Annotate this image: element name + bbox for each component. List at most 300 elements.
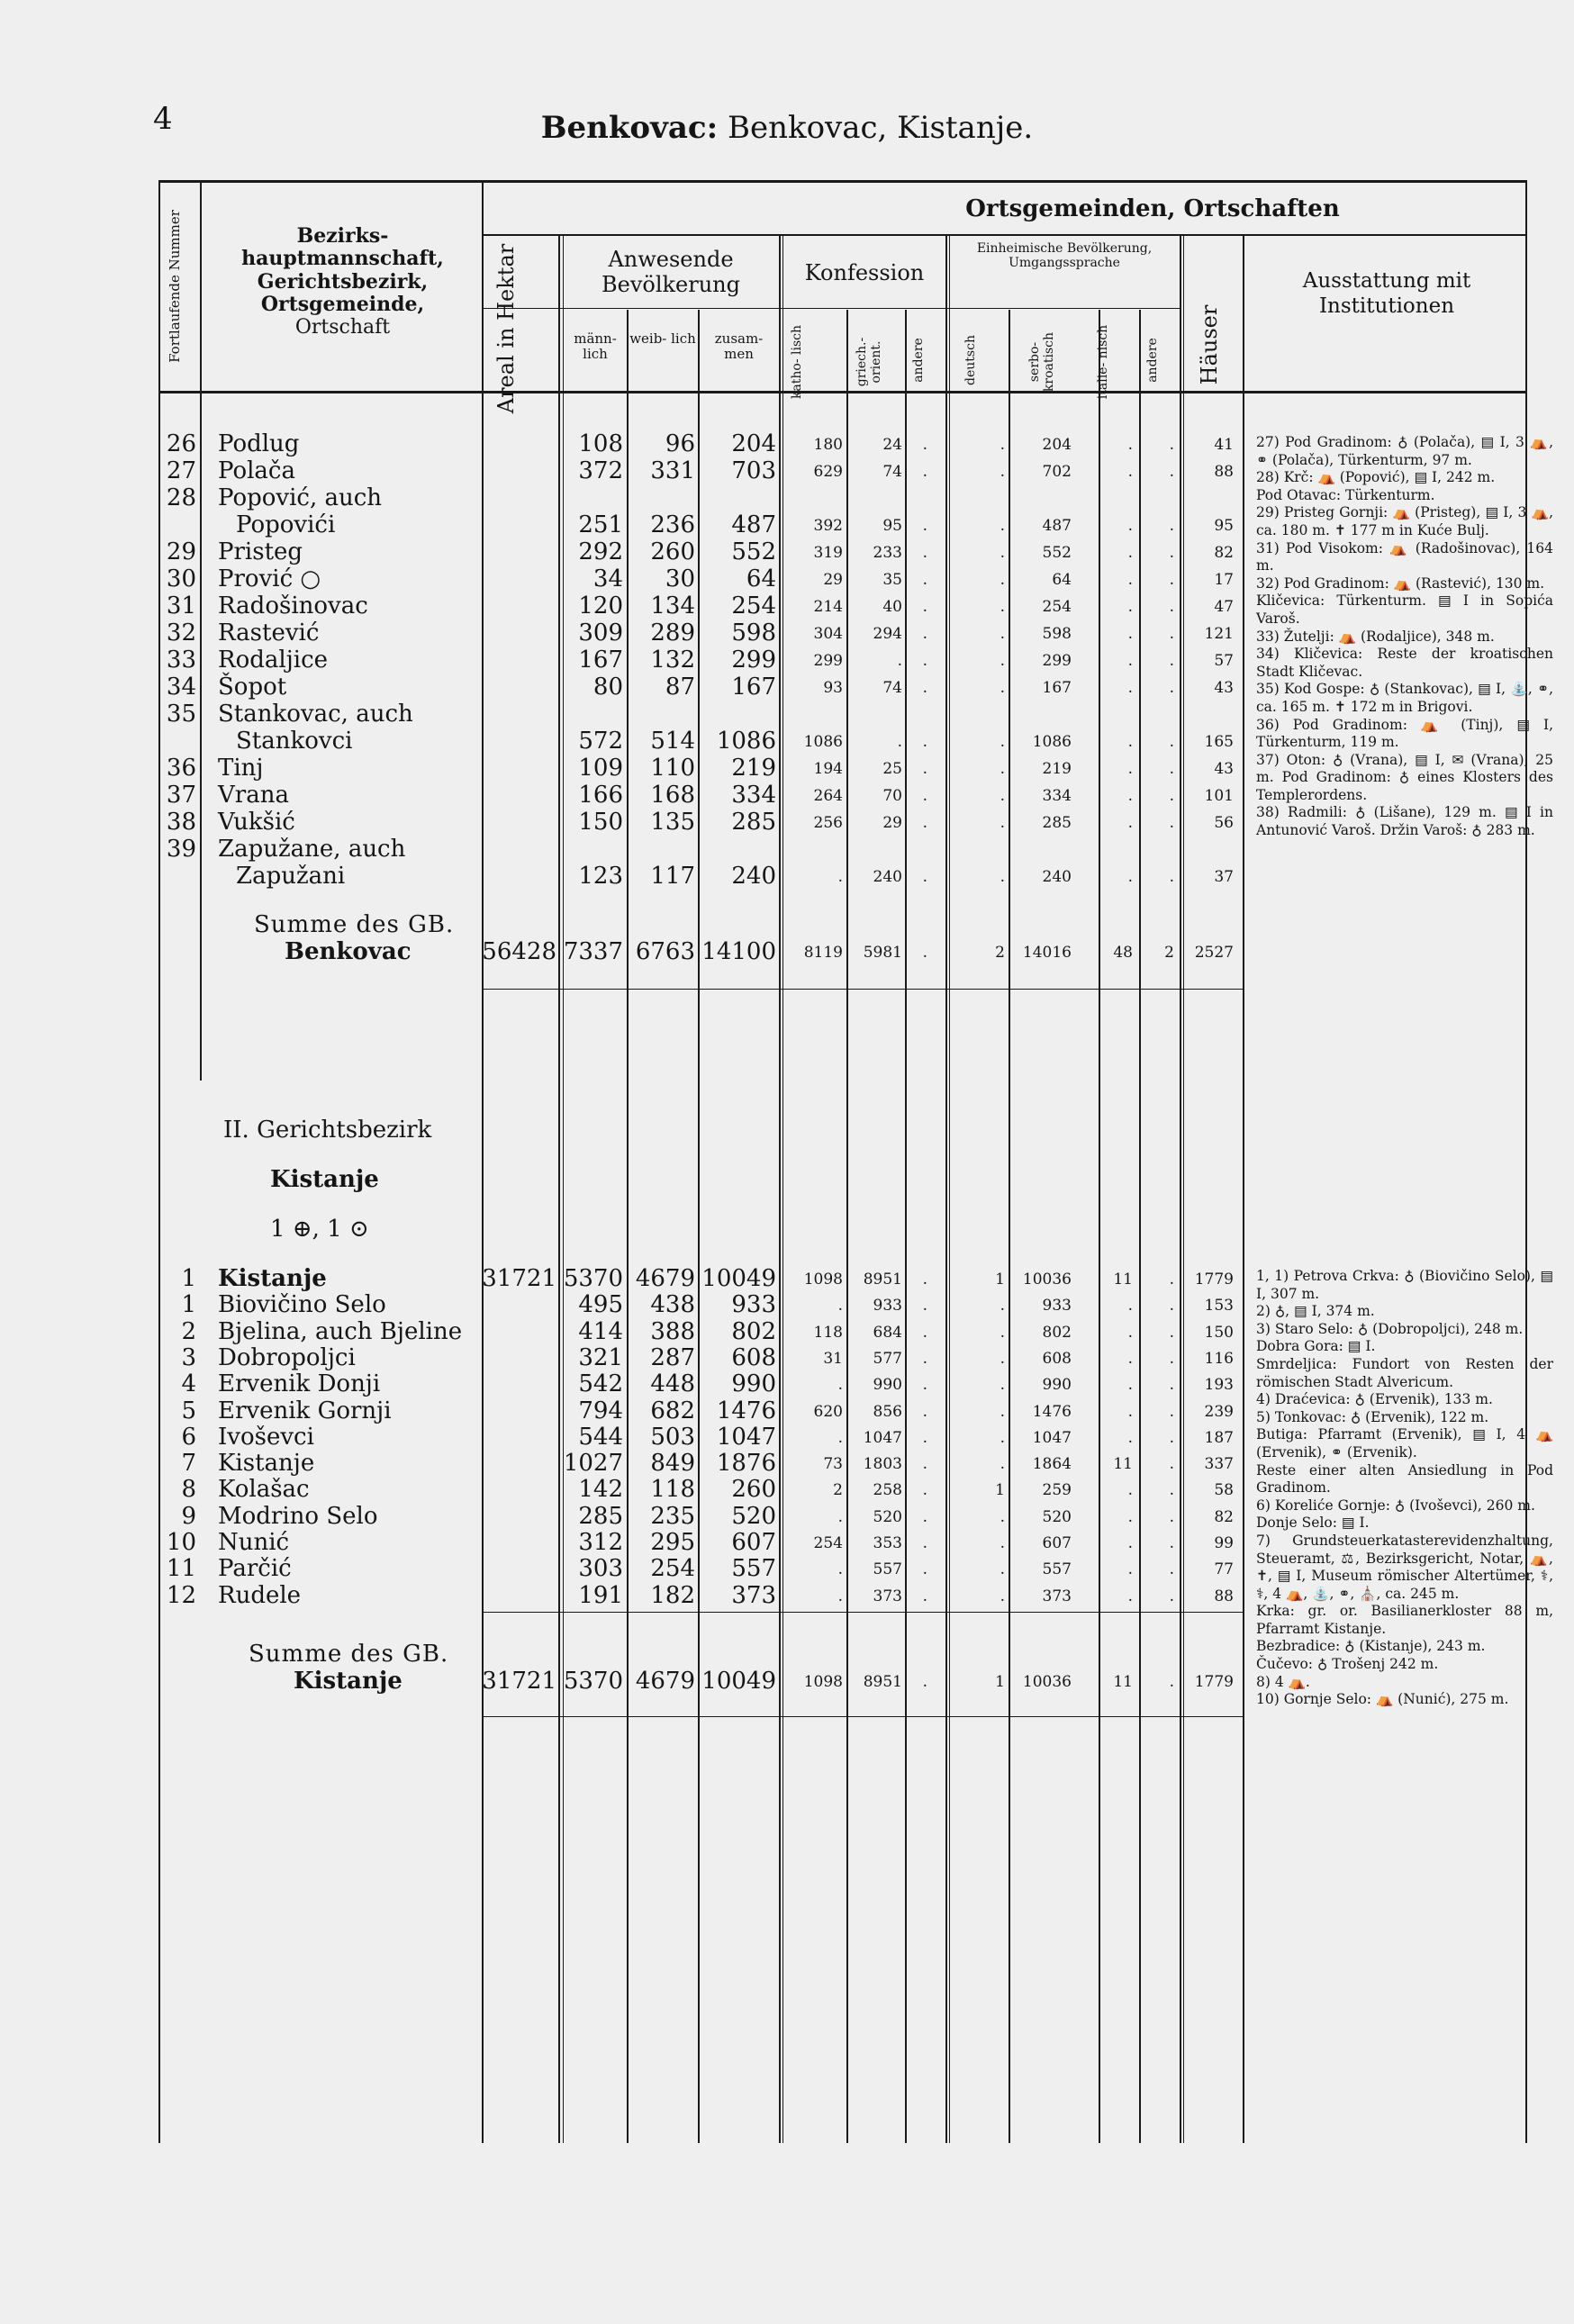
ortschaft-name: Popović, auch — [218, 484, 383, 511]
sum-district: Benkovac — [285, 938, 412, 965]
cell-griech: 95 — [882, 517, 902, 535]
sum-griech: 5981 — [863, 944, 902, 962]
cell-haeuser: 82 — [1214, 1507, 1234, 1526]
cell-m: 150 — [578, 809, 623, 836]
row-number: 9 — [181, 1502, 196, 1530]
cell-haeuser: 187 — [1204, 1428, 1234, 1447]
cell-griech: 74 — [882, 463, 902, 481]
cell-haeuser: 88 — [1214, 1587, 1234, 1605]
cell-serbo: 219 — [1042, 760, 1072, 778]
cell-w: 295 — [650, 1529, 695, 1556]
cell-ital: . — [1127, 571, 1133, 589]
cell-z: 598 — [731, 619, 776, 647]
cell-kath: 392 — [813, 517, 843, 535]
cell-m: 34 — [593, 565, 623, 592]
cell-z: 933 — [731, 1291, 776, 1319]
institution-entry: 36) Pod Gradinom: ⛺ (Tinj), ▤ I, Türkenturm, 119 m. — [1256, 716, 1553, 751]
ausstattung-header: Ausstattung mit Institutionen — [1302, 269, 1471, 318]
cell-haeuser: 101 — [1204, 787, 1234, 805]
row-number: 5 — [181, 1397, 196, 1424]
row-number: 27 — [166, 457, 196, 484]
institution-entry: Donje Selo: ▤ I. — [1256, 1515, 1370, 1532]
cell-haeuser: 150 — [1204, 1323, 1234, 1342]
ortschaft-name: Šopot — [218, 674, 287, 701]
cell-serbo: 299 — [1042, 652, 1072, 670]
cell-serbo: 933 — [1042, 1297, 1072, 1316]
cell-m: 372 — [578, 457, 623, 484]
cell-ital: 11 — [1113, 1455, 1133, 1474]
cell-deut: . — [1000, 1376, 1005, 1395]
cell-deut: . — [1000, 1349, 1005, 1368]
cell-and: . — [922, 463, 927, 481]
cell-and: . — [922, 1428, 927, 1447]
cell-serbo: 204 — [1042, 436, 1072, 454]
institutions-kistanje — [1256, 1268, 1553, 1709]
row-number: 1 — [181, 1265, 196, 1292]
cell-w: 236 — [650, 511, 695, 538]
header-bottom-rule — [158, 391, 1527, 393]
cell-and2: . — [1169, 1428, 1174, 1447]
cell-w: 117 — [650, 863, 695, 890]
cell-deut: . — [1000, 733, 1005, 751]
cell-griech: 856 — [873, 1402, 902, 1421]
weiblich-header: weib- lich — [629, 330, 696, 347]
cell-ital: . — [1127, 1402, 1133, 1421]
institution-entry: 38) Radmili: ♁ (Lišane), 129 m. ▤ I in Antunović Varoš. Držin Varoš: ♁ 283 m. — [1256, 804, 1553, 839]
andere-sprache-header: andere — [1145, 338, 1160, 383]
sum-label: Summe des GB. — [254, 911, 455, 938]
row-number: 1 — [181, 1291, 196, 1319]
cell-kath: . — [837, 1297, 843, 1316]
cell-m: 285 — [578, 1502, 623, 1530]
table-top-rule — [158, 180, 1527, 183]
institution-entry: 29) Pristeg Gornji: ⛺ (Pristeg), ▤ I, 3 ⛺, ca. 180 m. ✝ 177 m in Kuće Bulj. — [1256, 504, 1553, 538]
cell-kath: . — [837, 1560, 843, 1579]
cell-w: 388 — [650, 1317, 695, 1345]
cell-and: . — [922, 1534, 927, 1552]
cell-z: 373 — [731, 1581, 776, 1609]
ortschaft-name: Tinj — [218, 755, 264, 782]
cell-and: . — [922, 1323, 927, 1342]
cell-haeuser: 95 — [1214, 517, 1234, 535]
cell-griech: 557 — [873, 1560, 902, 1579]
sum-griech: 8951 — [863, 1673, 902, 1691]
cell-kath: 1098 — [803, 1271, 843, 1289]
bezirk-header-line: Ortsgemeinde, — [260, 292, 425, 316]
cell-deut: . — [1000, 1297, 1005, 1316]
cell-and2: . — [1169, 814, 1174, 832]
cell-and2: . — [1169, 760, 1174, 778]
cell-m: 794 — [578, 1397, 623, 1424]
sum-and: . — [922, 1673, 927, 1691]
cell-z: 1086 — [716, 728, 776, 755]
cell-kath: 73 — [823, 1455, 843, 1474]
col-line — [482, 180, 484, 2143]
sum-areal: 31721 — [482, 1668, 556, 1695]
ortschaft-name: Rodaljice — [218, 647, 329, 674]
institution-entry: 8) 4 ⛺. — [1256, 1673, 1310, 1690]
col-line — [158, 180, 160, 2143]
cell-griech: 294 — [873, 625, 902, 643]
haeuser-header: Häuser — [1197, 304, 1222, 385]
ortschaft-name: Rudele — [218, 1581, 302, 1609]
sum-w: 4679 — [635, 1668, 695, 1695]
cell-haeuser: 99 — [1214, 1534, 1234, 1552]
institutions-benkovac — [1256, 434, 1553, 840]
cell-z: 10049 — [701, 1265, 776, 1292]
cell-deut: . — [1000, 625, 1005, 643]
ortschaft-name: Kolašac — [218, 1476, 310, 1504]
institution-entry: Kličevica: Türkenturm. ▤ I in Sopića Varoš. — [1256, 592, 1553, 627]
cell-kath: 31 — [823, 1349, 843, 1368]
cell-ital: . — [1127, 679, 1133, 697]
cell-griech: 373 — [873, 1587, 902, 1605]
cell-m: 5370 — [563, 1265, 623, 1292]
cell-w: 287 — [650, 1343, 695, 1371]
cell-m: 191 — [578, 1581, 623, 1609]
row-number: 38 — [166, 809, 196, 836]
cell-w: 289 — [650, 619, 695, 647]
cell-deut: . — [1000, 436, 1005, 454]
cell-serbo: 334 — [1042, 787, 1072, 805]
cell-ital: . — [1127, 1507, 1133, 1526]
cell-areal: 31721 — [482, 1265, 556, 1292]
header-mid-rule — [482, 234, 1526, 236]
cell-haeuser: 153 — [1204, 1297, 1234, 1316]
cell-m: 309 — [578, 619, 623, 647]
ortschaft-name: Vrana — [218, 782, 289, 809]
sum-rule — [482, 989, 1244, 990]
institution-entry: Pod Otavac: Türkenturm. — [1256, 486, 1435, 503]
institution-entry: 7) Grundsteuerkatasterevidenzhaltung, Steueramt, ⚖, Bezirksgericht, Notar, ⛺, ✝, ▤ I, Museum römischer Altertümer, ⚕, ⚕, 4 ⛺, ⛲, ⚭, ⛪, ca. 245 m. — [1256, 1532, 1553, 1602]
cell-ital: . — [1127, 868, 1133, 886]
ortschaft-name: Ivoševci — [218, 1423, 314, 1451]
cell-kath: 319 — [813, 544, 843, 562]
cell-ital: . — [1127, 1481, 1133, 1500]
row-number: 28 — [166, 484, 196, 511]
cell-kath: 29 — [823, 571, 843, 589]
cell-serbo: 373 — [1042, 1587, 1072, 1605]
deutsch-header: deutsch — [963, 335, 978, 385]
row-number: 35 — [166, 701, 196, 728]
ortschaft-name: Kistanje — [218, 1265, 327, 1292]
sum-deut: 2 — [995, 944, 1005, 962]
cell-haeuser: 41 — [1214, 436, 1234, 454]
cell-z: 167 — [731, 674, 776, 701]
sum-and2: . — [1169, 1673, 1174, 1691]
cell-griech: . — [897, 652, 902, 670]
cell-deut: . — [1000, 1323, 1005, 1342]
cell-serbo: 802 — [1042, 1323, 1072, 1342]
row-number: 29 — [166, 538, 196, 565]
cell-ital: . — [1127, 544, 1133, 562]
row-number: 26 — [166, 430, 196, 457]
row-number: 12 — [166, 1581, 196, 1609]
cell-m: 542 — [578, 1370, 623, 1398]
institution-entry: 27) Pod Gradinom: ♁ (Polača), ▤ I, 3 ⛺, ⚭ (Polača), Türkenturm, 97 m. — [1256, 434, 1553, 468]
cell-kath: 214 — [813, 598, 843, 616]
cell-kath: 194 — [813, 760, 843, 778]
cell-w: 135 — [650, 809, 695, 836]
cell-ital: . — [1127, 1349, 1133, 1368]
bezirk-header — [205, 225, 480, 339]
sum-and2: 2 — [1164, 944, 1174, 962]
sum-kath: 8119 — [803, 944, 843, 962]
cell-haeuser: 56 — [1214, 814, 1234, 832]
cell-w: 30 — [665, 565, 695, 592]
sprache-header: Einheimische Bevölkerung, Umgangssprache — [976, 241, 1153, 270]
cell-kath: 620 — [813, 1402, 843, 1421]
cell-deut: . — [1000, 814, 1005, 832]
cell-and: . — [922, 1376, 927, 1395]
gerichtsbezirk-heading: II. Gerichtsbezirk — [223, 1117, 432, 1144]
cell-z: 1476 — [716, 1397, 776, 1424]
cell-ital: 11 — [1113, 1271, 1133, 1289]
cell-haeuser: 17 — [1214, 571, 1234, 589]
cell-haeuser: 37 — [1214, 868, 1234, 886]
cell-haeuser: 57 — [1214, 652, 1234, 670]
cell-griech: 35 — [882, 571, 902, 589]
sum-rule — [482, 1612, 1244, 1613]
cell-haeuser: 1779 — [1194, 1271, 1234, 1289]
cell-deut: . — [1000, 1455, 1005, 1474]
ortschaft-name: Polača — [218, 457, 295, 484]
page-header — [0, 110, 1574, 146]
cell-z: 64 — [746, 565, 776, 592]
ortschaft-name: Kistanje — [218, 1450, 315, 1478]
cell-griech: 353 — [873, 1534, 902, 1552]
cell-haeuser: 58 — [1214, 1481, 1234, 1500]
cell-and: . — [922, 1507, 927, 1526]
cell-w: 260 — [650, 538, 695, 565]
cell-kath: 254 — [813, 1534, 843, 1552]
cell-m: 109 — [578, 755, 623, 782]
cell-deut: . — [1000, 868, 1005, 886]
row-number: 10 — [166, 1529, 196, 1556]
cell-griech: 684 — [873, 1323, 902, 1342]
cell-and: . — [922, 436, 927, 454]
cell-m: 495 — [578, 1291, 623, 1319]
cell-serbo: 557 — [1042, 1560, 1072, 1579]
ortschaft-name: Nunić — [218, 1529, 290, 1556]
cell-kath: 256 — [813, 814, 843, 832]
cell-deut: . — [1000, 571, 1005, 589]
cell-w: 448 — [650, 1370, 695, 1398]
cell-w: 96 — [665, 430, 695, 457]
cell-z: 608 — [731, 1343, 776, 1371]
bezirk-header-line: Gerichtsbezirk, — [257, 269, 429, 294]
cell-and2: . — [1169, 1560, 1174, 1579]
cell-haeuser: 165 — [1204, 733, 1234, 751]
ortschaft-name: Ervenik Donji — [218, 1370, 381, 1398]
cell-haeuser: 82 — [1214, 544, 1234, 562]
cell-serbo: 1086 — [1032, 733, 1072, 751]
header-places: Benkovac, Kistanje. — [718, 110, 1034, 146]
italienisch-header: italie- nisch — [1096, 324, 1110, 400]
institution-entry: Čučevo: ♁ Trošenj 242 m. — [1256, 1656, 1439, 1673]
cell-serbo: 1864 — [1032, 1455, 1072, 1474]
cell-m: 321 — [578, 1343, 623, 1371]
cell-m: 312 — [578, 1529, 623, 1556]
cell-haeuser: 47 — [1214, 598, 1234, 616]
cell-w: 235 — [650, 1502, 695, 1530]
cell-kath: 264 — [813, 787, 843, 805]
institution-entry: 10) Gornje Selo: ⛺ (Nunić), 275 m. — [1256, 1691, 1509, 1708]
institution-entry: 28) Krč: ⛺ (Popović), ▤ I, 242 m. — [1256, 469, 1496, 486]
cell-deut: . — [1000, 544, 1005, 562]
cell-z: 204 — [731, 430, 776, 457]
cell-z: 285 — [731, 809, 776, 836]
cell-m: 123 — [578, 863, 623, 890]
cell-w: 438 — [650, 1291, 695, 1319]
row-number: 39 — [166, 836, 196, 863]
cell-m: 292 — [578, 538, 623, 565]
cell-and: . — [922, 625, 927, 643]
cell-z: 703 — [731, 457, 776, 484]
institution-entry: 6) Koreliće Gornje: ♁ (Ivoševci), 260 m. — [1256, 1497, 1535, 1514]
ortschaft-name: Modrino Selo — [218, 1502, 378, 1530]
bezirk-header-line: hauptmannschaft, — [241, 247, 444, 271]
cell-and: . — [922, 544, 927, 562]
cell-and: . — [922, 1560, 927, 1579]
gerichtsbezirk-symbols: 1 ⊕, 1 ⊙ — [270, 1216, 369, 1243]
bezirk-header-line: Ortschaft — [294, 316, 391, 339]
row-number: 33 — [166, 647, 196, 674]
cell-serbo: 64 — [1052, 571, 1072, 589]
cell-ital: . — [1127, 1560, 1133, 1579]
cell-and2: . — [1169, 463, 1174, 481]
col-line — [1243, 236, 1244, 2143]
sum-z: 10049 — [701, 1668, 776, 1695]
cell-kath: . — [837, 1428, 843, 1447]
cell-serbo: 254 — [1042, 598, 1072, 616]
konfession-rule — [779, 308, 1180, 309]
cell-and2: . — [1169, 1587, 1174, 1605]
cell-ital: . — [1127, 625, 1133, 643]
cell-ital: . — [1127, 1428, 1133, 1447]
cell-kath: 304 — [813, 625, 843, 643]
cell-and: . — [922, 787, 927, 805]
col-line — [200, 180, 202, 1081]
sum-z: 14100 — [701, 938, 776, 965]
cell-deut: . — [1000, 787, 1005, 805]
cell-and2: . — [1169, 625, 1174, 643]
cell-griech: 240 — [873, 868, 902, 886]
sum-w: 6763 — [635, 938, 695, 965]
institution-entry: 35) Kod Gospe: ♁ (Stankovac), ▤ I, ⛲, ⚭, ca. 165 m. ✝ 172 m in Brigovi. — [1256, 681, 1553, 715]
ortschaft-name-alt: Popovići — [236, 511, 336, 538]
cell-griech: 70 — [882, 787, 902, 805]
cell-and: . — [922, 760, 927, 778]
cell-haeuser: 88 — [1214, 463, 1234, 481]
sum-deut: 1 — [995, 1673, 1005, 1691]
cell-m: 142 — [578, 1476, 623, 1504]
institution-entry: 1, 1) Petrova Crkva: ♁ (Biovičino Selo), ▤ I, 307 m. — [1256, 1268, 1553, 1302]
institution-entry: Reste einer alten Ansiedlung in Pod Gradinom. — [1256, 1461, 1553, 1497]
cell-ital: . — [1127, 463, 1133, 481]
cell-z: 990 — [731, 1370, 776, 1398]
cell-deut: . — [1000, 679, 1005, 697]
cell-griech: 577 — [873, 1349, 902, 1368]
cell-kath: . — [837, 1507, 843, 1526]
cell-z: 1047 — [716, 1423, 776, 1451]
cell-w: 134 — [650, 592, 695, 619]
cell-deut: . — [1000, 1402, 1005, 1421]
andere-konfession-header: andere — [911, 338, 926, 383]
cell-z: 240 — [731, 863, 776, 890]
cell-ital: . — [1127, 787, 1133, 805]
row-number: 32 — [166, 619, 196, 647]
cell-haeuser: 43 — [1214, 760, 1234, 778]
cell-w: 254 — [650, 1555, 695, 1583]
maennlich-header: männ- lich — [574, 330, 617, 363]
cell-w: 331 — [650, 457, 695, 484]
cell-serbo: 487 — [1042, 517, 1072, 535]
cell-ital: . — [1127, 652, 1133, 670]
sum-kath: 1098 — [803, 1673, 843, 1691]
ortschaft-name: Biovičino Selo — [218, 1291, 386, 1319]
cell-and: . — [922, 652, 927, 670]
row-number: 2 — [181, 1317, 196, 1345]
cell-m: 544 — [578, 1423, 623, 1451]
cell-griech: 25 — [882, 760, 902, 778]
cell-deut: . — [1000, 1534, 1005, 1552]
cell-w: 4679 — [635, 1265, 695, 1292]
cell-and2: . — [1169, 1297, 1174, 1316]
ortschaft-name: Vukšić — [218, 809, 295, 836]
cell-serbo: 607 — [1042, 1534, 1072, 1552]
sum-ital: 11 — [1113, 1673, 1133, 1691]
cell-serbo: 552 — [1042, 544, 1072, 562]
cell-deut: 1 — [995, 1271, 1005, 1289]
cell-z: 557 — [731, 1555, 776, 1583]
cell-and2: . — [1169, 652, 1174, 670]
ortschaft-name: Pristeg — [218, 538, 303, 565]
cell-haeuser: 116 — [1204, 1349, 1234, 1368]
sum-label: Summe des GB. — [249, 1641, 449, 1668]
cell-z: 607 — [731, 1529, 776, 1556]
cell-serbo: 608 — [1042, 1349, 1072, 1368]
cell-and: . — [922, 1587, 927, 1605]
cell-m: 414 — [578, 1317, 623, 1345]
institution-entry: 5) Tonkovac: ♁ (Ervenik), 122 m. — [1256, 1408, 1489, 1425]
cell-griech: 1803 — [863, 1455, 902, 1474]
cell-w: 682 — [650, 1397, 695, 1424]
cell-and2: . — [1169, 1271, 1174, 1289]
cell-and2: . — [1169, 1323, 1174, 1342]
cell-griech: 40 — [882, 598, 902, 616]
fortlaufende-nummer-header: Fortlaufende Nummer — [167, 210, 183, 363]
cell-kath: 1086 — [803, 733, 843, 751]
institution-entry: 33) Žuteljі: ⛺ (Rodaljice), 348 m. — [1256, 628, 1495, 645]
cell-w: 182 — [650, 1581, 695, 1609]
institution-entry: 34) Kličevica: Reste der kroatischen Stadt Kličevac. — [1256, 646, 1553, 680]
institution-entry: 3) Staro Selo: ♁ (Dobropoljci), 248 m. — [1256, 1320, 1524, 1337]
cell-and2: . — [1169, 1534, 1174, 1552]
cell-ital: . — [1127, 1297, 1133, 1316]
cell-serbo: 702 — [1042, 463, 1072, 481]
sum-and: . — [922, 944, 927, 962]
institution-entry: Smrdeljica: Fundort von Resten der römischen Stadt Alvericum. — [1256, 1355, 1553, 1390]
ortschaft-name: Ervenik Gornji — [218, 1397, 392, 1424]
bezirk-header-line: Bezirks- — [296, 224, 389, 248]
cell-kath: 2 — [833, 1481, 843, 1500]
cell-and: . — [922, 814, 927, 832]
cell-ital: . — [1127, 1534, 1133, 1552]
sum-rule — [482, 1716, 1244, 1717]
ortschaft-name: Stankovac, auch — [218, 701, 413, 728]
cell-ital: . — [1127, 814, 1133, 832]
